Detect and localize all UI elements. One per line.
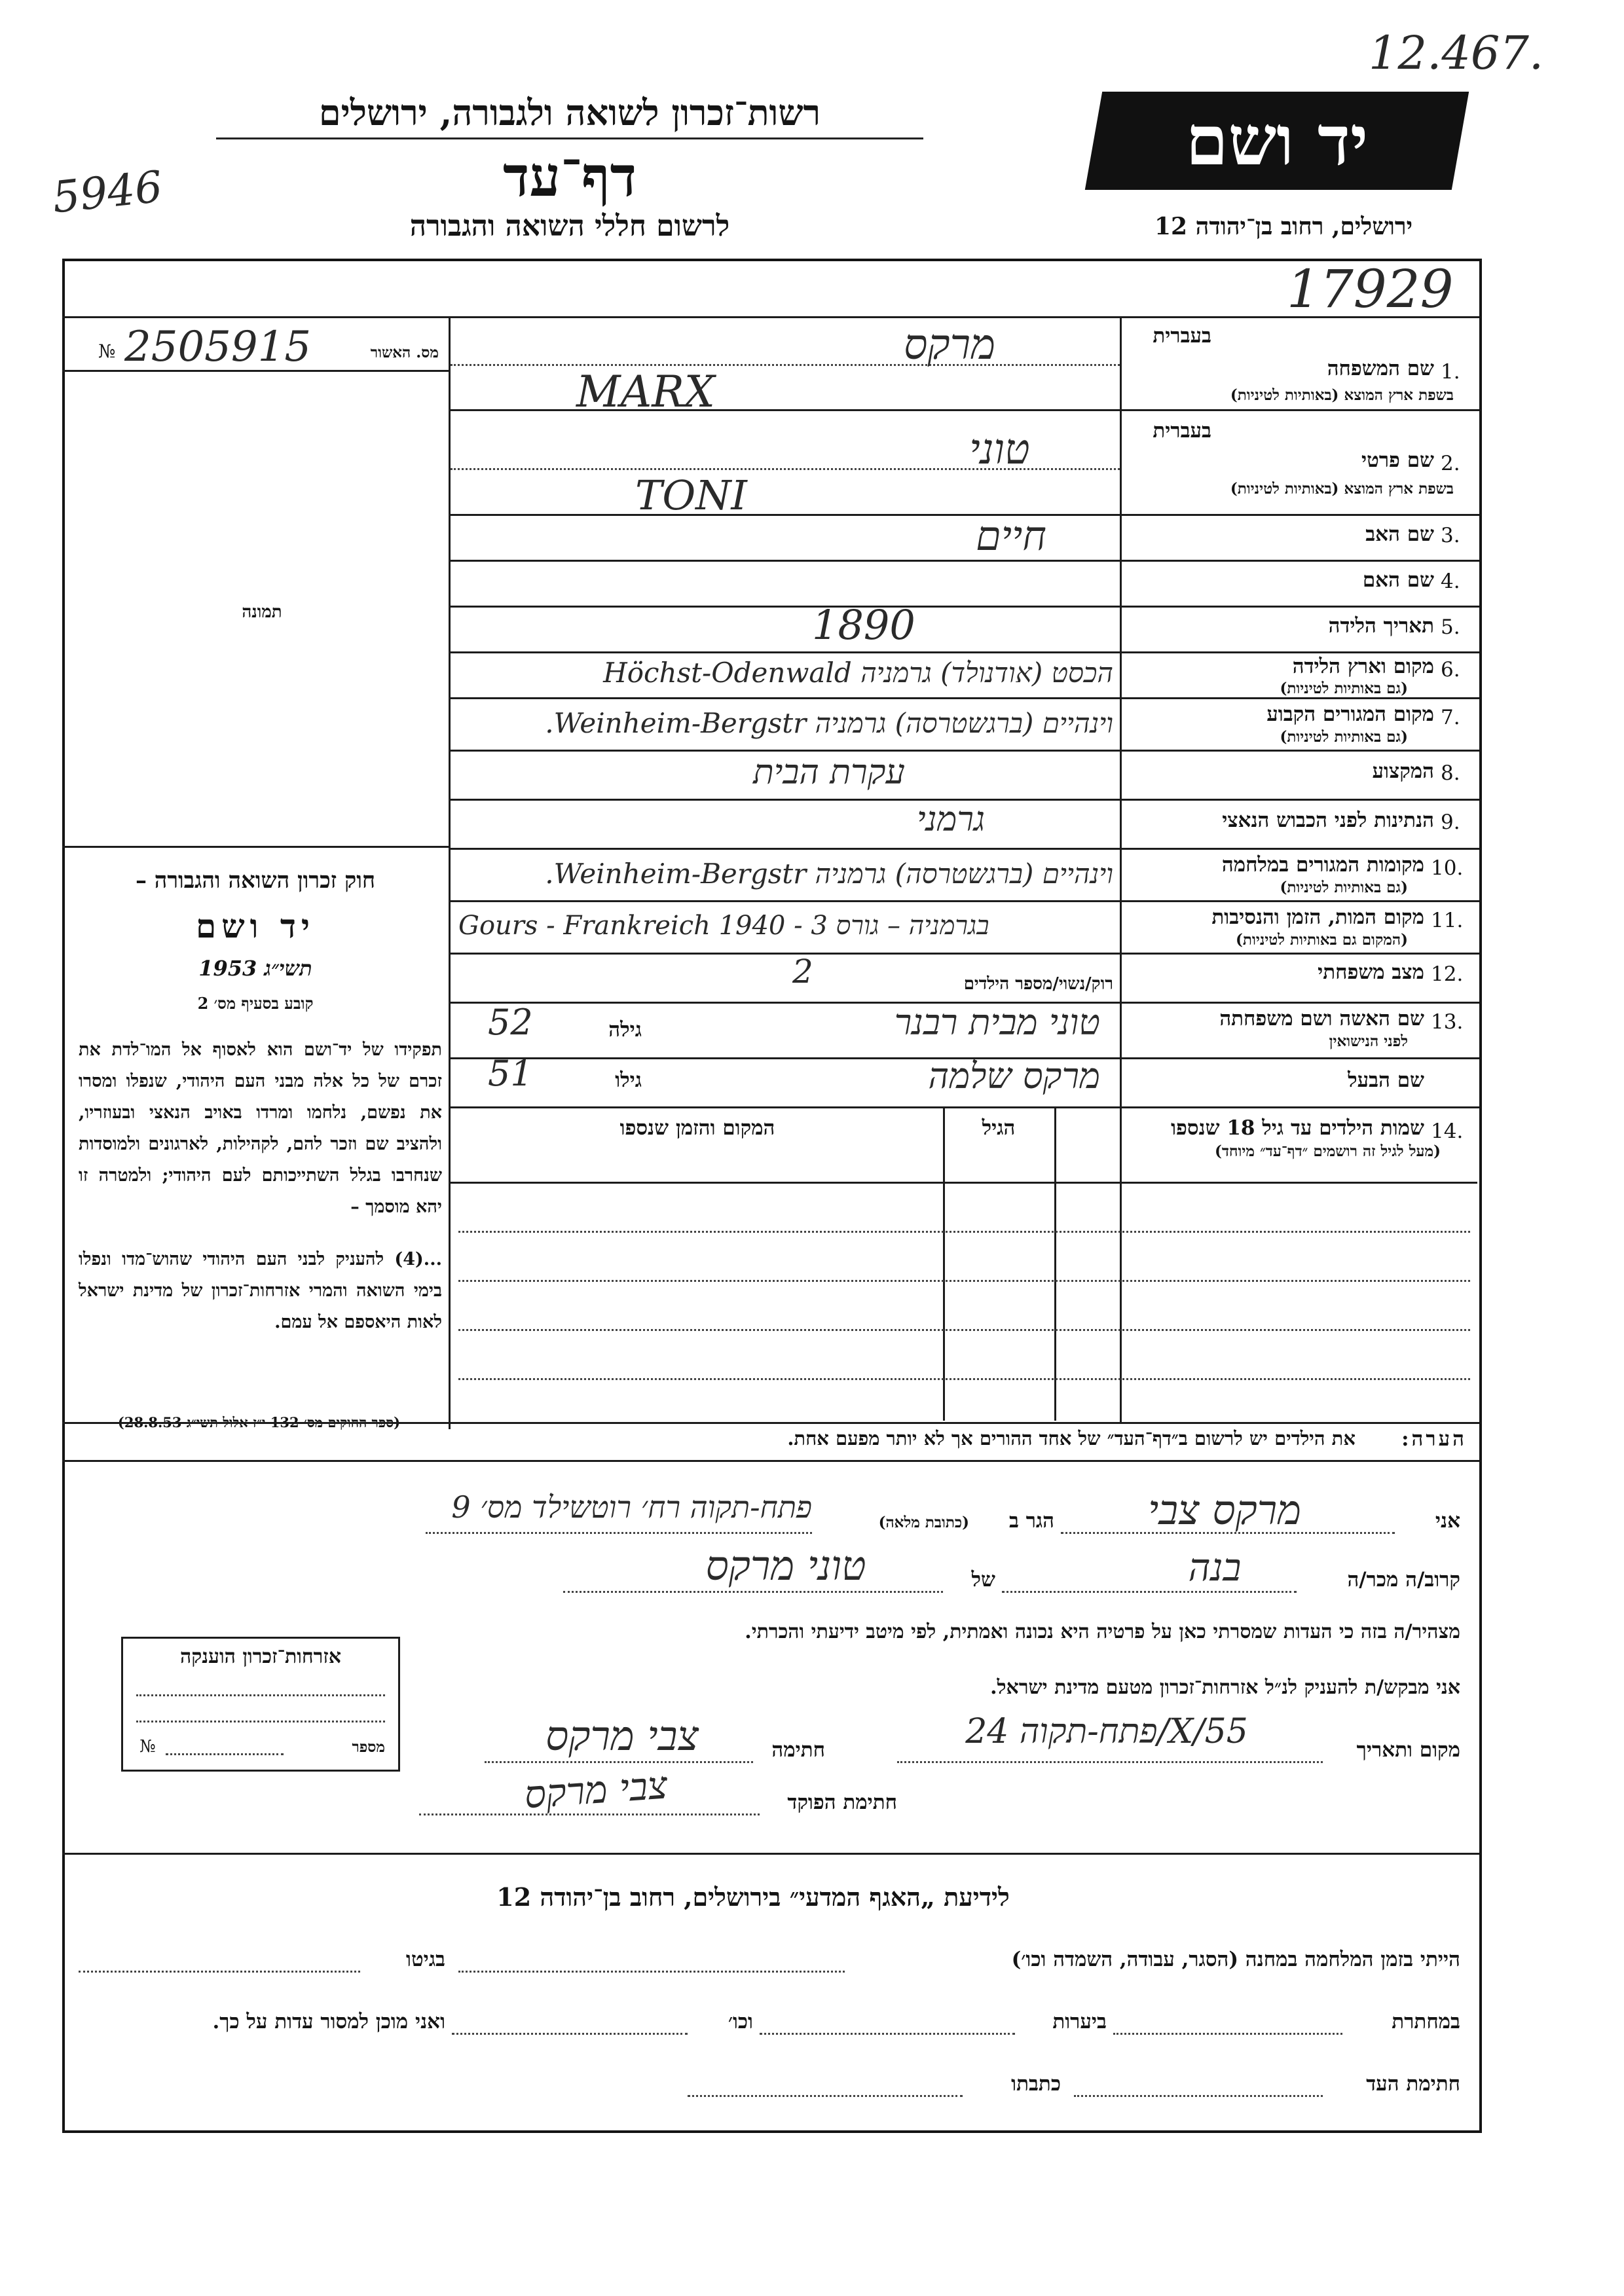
bottom-line2-testimony: ואני מוכן למסור עדות על כך. xyxy=(212,2010,445,2033)
field-12-label: מצב משפחתי xyxy=(1318,960,1424,984)
law-year: תשי״ג 1953 xyxy=(198,956,312,981)
declarant-of-name: טוני מרקס xyxy=(705,1542,866,1590)
official-signature: צבי מרקס xyxy=(523,1762,669,1817)
field-7-sub: (גם באותיות לטיניות) xyxy=(1280,728,1408,746)
note-label: הערה: xyxy=(1401,1427,1467,1451)
law-title: חוק זכרון השואה והגבורה – xyxy=(135,867,376,894)
field-6-number: 6. xyxy=(1441,658,1460,682)
field-13-sub: לפני הנישואין xyxy=(1329,1032,1408,1050)
declarant-address: פתח-תקוה רח׳ רוטשילד מס׳ 9 xyxy=(451,1489,812,1525)
bottom-line1-ghetto: בגיטו xyxy=(406,1948,445,1971)
citizenship-box xyxy=(121,1637,400,1772)
citizenship-box-title: אזרחות־זכרון הוענקה xyxy=(179,1645,342,1668)
field-11-sub: (המקום גם באותיות לטיניות) xyxy=(1236,931,1408,949)
citizenship-box-number-label: מספר xyxy=(352,1738,385,1756)
field-11-value: Gours - Frankreich 1940 - 3 בגרמניה – גורס xyxy=(458,911,989,941)
field-6-sub: (גם באותיות לטיניות) xyxy=(1280,680,1408,697)
field-10-value: וינהיים (ברגשטרסה) גרמניה Weinheim-Bergstr. xyxy=(545,858,1113,890)
declarant-of-label: של xyxy=(971,1568,995,1592)
field-7-value: וינהיים (ברגשטרסה) גרמניה Weinheim-Bergstr. xyxy=(545,707,1113,739)
field-1-sub: בשפת ארץ המוצא (באותיות לטיניות) xyxy=(1230,386,1454,404)
bottom-line2-etc: וכו׳ xyxy=(728,2010,753,2033)
field-13-number: 13. xyxy=(1431,1010,1464,1034)
field-5-number: 5. xyxy=(1441,615,1460,639)
field-4-label: שם האם xyxy=(1362,568,1434,592)
place-date-label: מקום ותאריך xyxy=(1356,1738,1460,1762)
field-14-col-place: המקום והזמן שנספו xyxy=(619,1116,775,1140)
declarant-declaration: מצהיר/ה בזה כי העדות שמסרתי כאן על פרטיה היא נכונה ואמתית, לפי מיטב ידיעתי והכרתי. xyxy=(745,1620,1460,1643)
field-9-number: 9. xyxy=(1441,811,1460,834)
declarant-resides-label: הגר ב xyxy=(1008,1509,1054,1533)
field-3-number: 3. xyxy=(1441,524,1460,547)
official-signature-label: חתימת הפוקד xyxy=(787,1791,897,1814)
declarant-ani: אני xyxy=(1435,1509,1460,1533)
field-11-label: מקום המות, הזמן והנסיבות xyxy=(1211,905,1424,929)
law-clause: קובע בסעיף מס׳ 2 xyxy=(197,994,314,1013)
yad-vashem-logo: יד ושם xyxy=(1085,92,1469,190)
declarant-address-hint: (כתובת מלאה) xyxy=(878,1514,969,1531)
husband-value: מרקס שלמה xyxy=(928,1055,1100,1097)
field-1-number: 1. xyxy=(1441,360,1460,384)
field-10-label: מקומות המגורים במלחמה xyxy=(1221,853,1424,877)
bottom-line2-forests: ביערות xyxy=(1052,2010,1107,2033)
org-name-underline xyxy=(216,137,923,139)
header-address: ירושלים, רחוב בן־יהודה 12 xyxy=(1154,213,1413,240)
permit-label: מס. האשור xyxy=(370,344,439,361)
field-7-number: 7. xyxy=(1441,706,1460,729)
field-12-children: 2 xyxy=(792,953,813,991)
law-paragraph-1: תפקידו של יד־ושם הוא לאסוף אל המו־לדת את זכרם של כל אלה מבני העם היהודי, שנפלו ומסרו את נפשם, נלחמו ומרדו באויב הנאצי ובעוזריו, ולהציב שם וזכר להם, לקהילות, לארגונים ולמוסדות שנחרבו בגלל השתייכותם לעם היהודי; ולמטרה זו יהא מוסמך – xyxy=(79,1040,442,1218)
husband-age: 51 xyxy=(488,1053,533,1094)
field-2-hebrew-tag: בעברית xyxy=(1153,419,1211,443)
field-7-label: מקום המגורים הקבוע xyxy=(1266,702,1434,726)
field-8-label: המקצוע xyxy=(1372,759,1434,783)
field-4-number: 4. xyxy=(1441,570,1460,593)
field-12-number: 12. xyxy=(1431,962,1464,986)
signature-label: חתימה xyxy=(771,1738,825,1762)
law-paragraph-2: ...(4) להעניק לבני העם היהודי שהוש־מדו ונפלו בימי השואה והמרי אזרחות־זכרון של מדינת ישראל לאות היאספם אל עמם. xyxy=(79,1249,442,1333)
bottom-line3-witness-signature: חתימת העד xyxy=(1366,2072,1460,2096)
field-2-label: שם פרטי xyxy=(1361,448,1434,472)
field-6-value: הכסט (אודנולד) גרמניה Höchst-Odenwald xyxy=(603,657,1113,689)
declarant-relation: בנה xyxy=(1188,1545,1242,1590)
field-13-age: 52 xyxy=(488,1002,533,1043)
field-5-value: 1890 xyxy=(812,601,915,649)
field-13-label: שם האשה ושם משפחתה xyxy=(1219,1007,1424,1030)
record-number: 17929 xyxy=(1287,259,1454,319)
field-2-sub: בשפת ארץ המוצא (באותיות לטיניות) xyxy=(1230,480,1454,498)
bottom-line1-camp: הייתי בזמן המלחמה במחנה (הסגר, עבודה, השמדה וכו׳) xyxy=(1011,1948,1460,1971)
form-title: דף־עד xyxy=(502,144,637,209)
field-13-age-label: גילה xyxy=(608,1018,642,1042)
law-name: יד ושם xyxy=(196,907,315,945)
left-margin-number: 5946 xyxy=(50,161,165,223)
field-9-label: הנתינות לפני הכבוש הנאצי xyxy=(1222,809,1434,832)
form-subtitle: לרשום חללי השואה והגבורה xyxy=(409,210,730,243)
field-10-number: 10. xyxy=(1431,856,1464,880)
field-12-status-label: רוק/נשוי/מספר הילדים xyxy=(963,974,1113,994)
field-11-number: 11. xyxy=(1431,909,1464,932)
place-date-value: פתח-תקוה 24/X/55 xyxy=(965,1712,1248,1751)
permit-prefix: № xyxy=(98,340,116,362)
declarant-request: אני מבקש/ת להעניק לנ״ל אזרחות־זכרון מטעם מדינת ישראל. xyxy=(990,1676,1460,1699)
husband-age-label: גילו xyxy=(615,1068,642,1092)
bottom-line2-underground: במחתרת xyxy=(1392,2010,1460,2033)
field-1-label: שם המשפחה xyxy=(1327,357,1434,380)
field-10-sub: (גם באותיות לטיניות) xyxy=(1280,879,1408,896)
bottom-title: לידיעת „האגף המדעי״ בירושלים, רחוב בן־יהודה 12 xyxy=(496,1882,1010,1912)
field-1-value-latin: MARX xyxy=(576,367,715,417)
law-citation: (ספר החוקים מס׳ 132 י״ז אלול תשי״ג 28.8.53) xyxy=(117,1414,401,1430)
field-14-number: 14. xyxy=(1431,1120,1464,1143)
declarant-name: מרקס צבי xyxy=(1148,1486,1301,1534)
field-3-label: שם האב xyxy=(1365,522,1434,546)
field-2-number: 2. xyxy=(1441,452,1460,475)
org-name: רשות־זכרון לשואה ולגבורה, ירושלים xyxy=(318,92,821,134)
bottom-line3-address: כתבתו xyxy=(1011,2072,1061,2096)
field-6-label: מקום וארץ הלידה xyxy=(1292,655,1434,678)
husband-label: שם הבעל xyxy=(1348,1068,1424,1092)
field-3-value: חיים xyxy=(976,512,1046,560)
permit-number: 2505915 xyxy=(124,323,312,371)
field-13-value: טוני מבית רבנר xyxy=(894,1002,1100,1043)
field-8-value: עקרת הבית xyxy=(753,753,905,792)
citizenship-box-prefix: № xyxy=(139,1737,156,1757)
note-text: את הילדים יש לרשום ב״דף־העד״ של אחד ההורים אך לא יותר מפעם אחת. xyxy=(787,1427,1356,1449)
declarant-signature: צבי מרקס xyxy=(545,1712,699,1760)
field-8-number: 8. xyxy=(1441,761,1460,785)
declarant-relative-label: קרוב/ה מכר/ה xyxy=(1347,1568,1460,1592)
field-2-value-latin: TONI xyxy=(635,471,747,519)
field-9-value: גרמני xyxy=(917,800,986,839)
corner-number: 12.467. xyxy=(1369,26,1544,80)
field-1-hebrew-tag: בעברית xyxy=(1153,324,1211,348)
field-14-label: שמות הילדים עד גיל 18 שנספו xyxy=(1171,1116,1424,1140)
field-5-label: תאריך הלידה xyxy=(1328,614,1434,638)
photo-label: תמונה xyxy=(242,602,282,622)
field-2-value-hebrew: טוני xyxy=(969,426,1030,474)
field-1-value-hebrew: מרקס xyxy=(904,321,996,369)
field-14-col-age: הגיל xyxy=(982,1116,1016,1140)
field-14-sub: (מעל לגיל זה רושמים ״דף־עד״ מיוחד) xyxy=(1214,1142,1441,1160)
